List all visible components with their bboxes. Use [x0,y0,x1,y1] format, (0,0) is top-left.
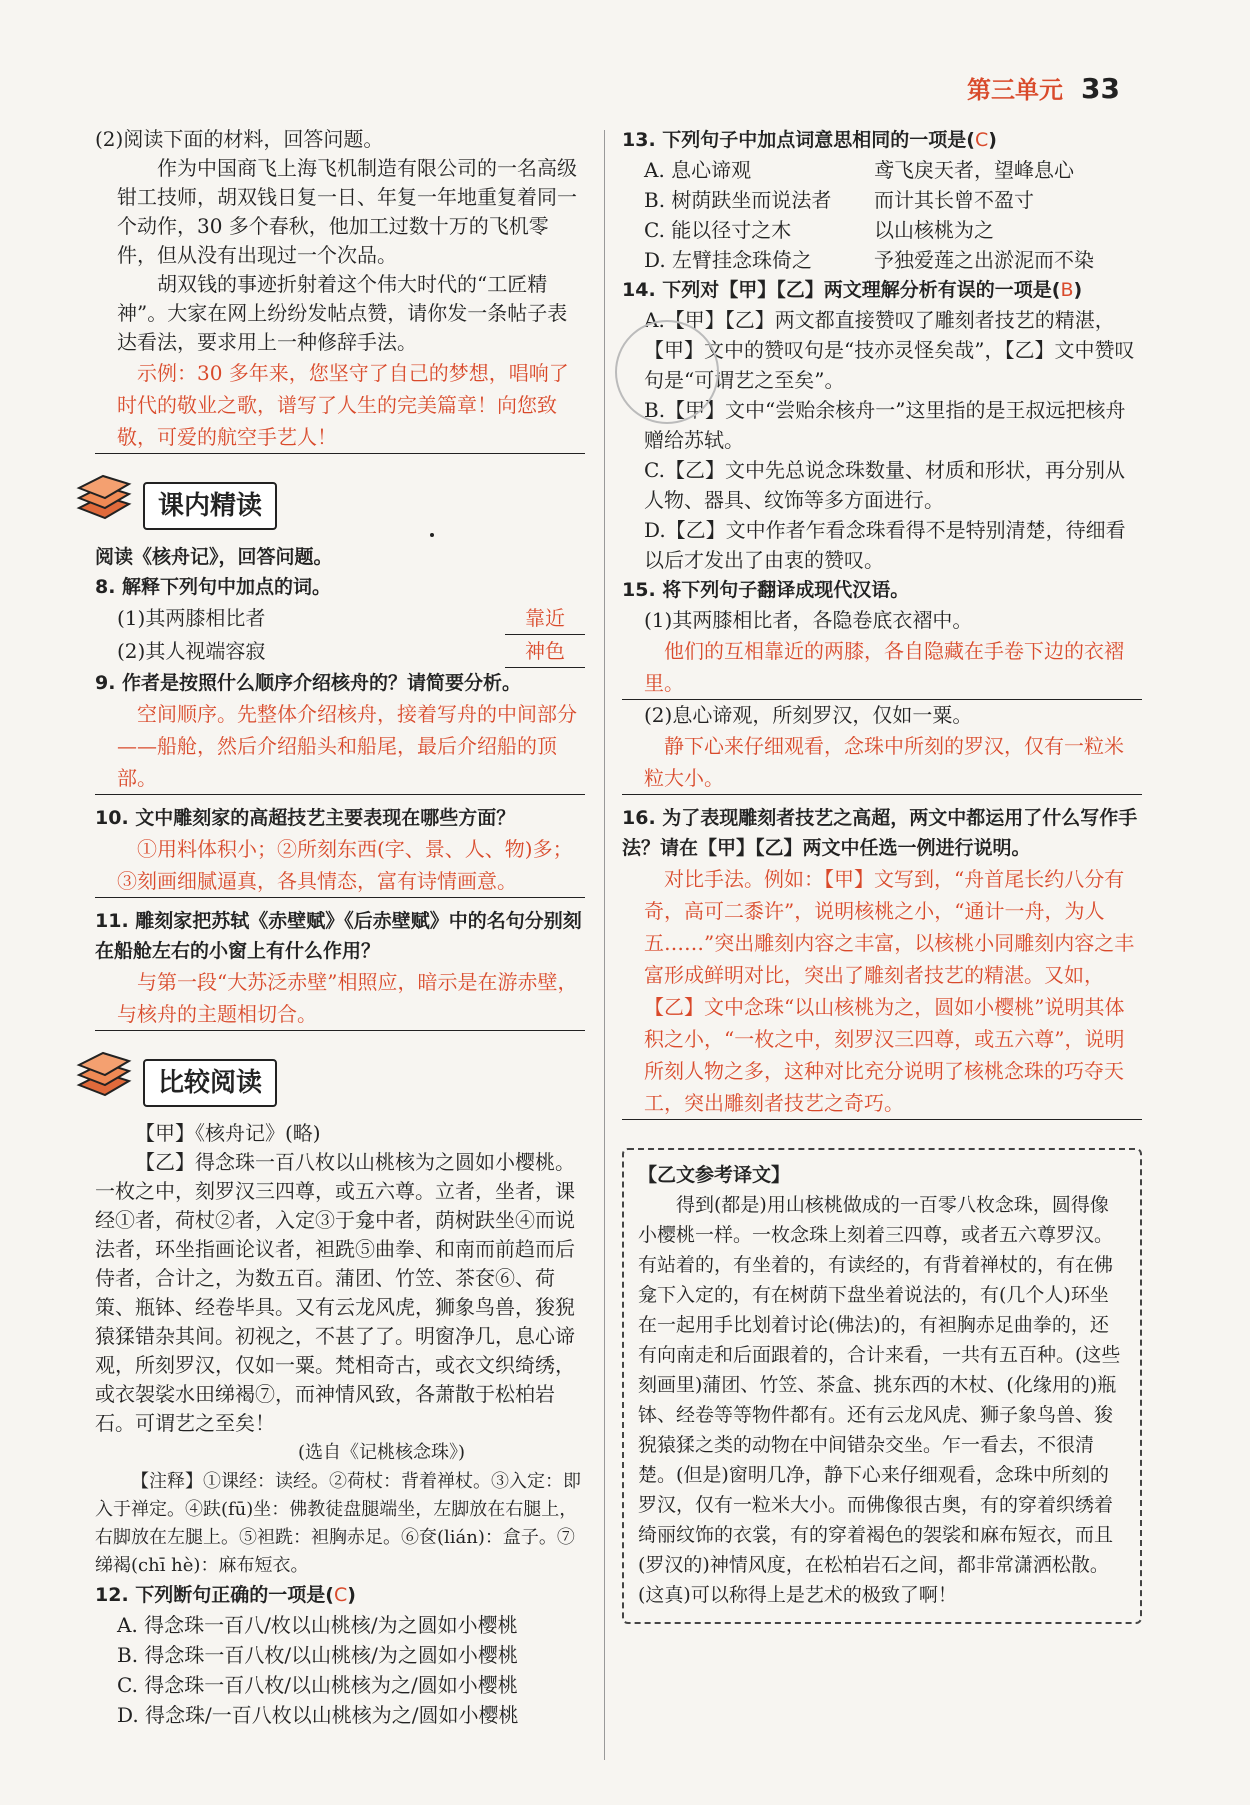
translation-box [622,1148,1142,1624]
q12-option-a: A. 得念珠一百八/枚以山桃核/为之圆如小樱桃 [117,1613,518,1637]
q8-item-1 [95,602,585,635]
unit-title: 第三单元 [967,76,1064,104]
left-column [95,125,585,1730]
section-title: 比较阅读 [143,1059,277,1107]
question-14-text: 14. 下列对【甲】【乙】两文理解分析有误的一项是( [622,279,1061,301]
q14-option-c: C.【乙】文中先总说念珠数量、材质和形状，再分别从人物、器具、纹饰等多方面进行。 [644,458,1125,512]
translation-title: 【乙文参考译文】 [638,1164,791,1186]
question-15: 15. 将下列句子翻译成现代汉语。 [622,579,910,601]
q8-item-2-text: (2)其人视端容寂 [117,639,266,663]
question-12-text: 12. 下列断句正确的一项是( [95,1584,334,1606]
intro-label: (2)阅读下面的材料，回答问题。 [95,127,384,151]
q13-option-d-left: D. 左臂挂念珠倚之 [644,248,813,272]
q14-option-d: D.【乙】文中作者乍看念珠看得不是特别清楚，待细看以后才发出了由衷的赞叹。 [644,518,1126,572]
answer-q10: ①用料体积小；②所刻东西(字、景、人、物)多；③刻画细腻逼真，各具情态，富有诗情画意。 [95,833,585,898]
question-16: 16. 为了表现雕刻者技艺之高超，两文中都运用了什么写作手法？请在【甲】【乙】两文中任选一例进行说明。 [622,807,1138,859]
section-header-compare [95,1045,585,1113]
q13-option-c [622,215,1142,245]
question-14-end: ) [1073,279,1083,301]
question-13-text: 13. 下列句子中加点词意思相同的一项是( [622,129,975,151]
answer-q9: 空间顺序。先整体介绍核舟，接着写舟的中间部分——船舱，然后介绍船头和船尾，最后介绍船的顶部。 [95,698,585,795]
q14-option-b: B.【甲】文中“尝贻余核舟一”这里指的是王叔远把核舟赠给苏轼。 [644,398,1126,452]
q8-item-2 [95,635,585,668]
q13-option-d [622,245,1142,275]
question-13 [622,125,1142,155]
q15-item-1: (1)其两膝相比者，各隐卷底衣褶中。 [644,608,973,632]
answer-q16: 对比手法。例如：【甲】文写到，“舟首尾长约八分有奇，高可二黍许”，说明核桃之小，“通计一舟，为人五……”突出雕刻内容之丰富，以核桃小同雕刻内容之丰富形成鲜明对比，突出了雕刻者技艺的精湛。又如，【乙】文中念珠“以山核桃为之，圆如小樱桃”说明其体积之小，“一枚之中，刻罗汉三四尊，或五六尊”，说明所刻人物之多，这种对比充分说明了核桃念珠的巧夺天工，突出雕刻者技艺之奇巧。 [622,863,1142,1120]
q8-item-1-answer: 靠近 [505,602,585,635]
question-14 [622,275,1142,305]
passage-source: (选自《记桃核念珠》) [297,1442,465,1463]
q13-option-c-right: 以山核桃为之 [874,218,994,242]
q12-option-d: D. 得念珠/一百八枚以山桃核为之/圆如小樱桃 [117,1703,519,1727]
q13-option-b [622,185,1142,215]
q15-item-2: (2)息心谛观，所刻罗汉，仅如一粟。 [644,703,973,727]
column-divider [604,130,605,1760]
translation-body: 得到(都是)用山核桃做成的一百零八枚念珠，圆得像小樱桃一样。一枚念珠上刻着三四尊，或者五六尊罗汉。有站着的，有坐着的，有读经的，有背着禅杖的，有在佛龛下入定的，有在树荫下盘坐着说法的，有(几个人)环坐在一起用手比划着讨论(佛法)的，有袒胸赤足曲拳的，还有向南走和后面跟着的，合计来看，一共有五百种。(这些刻画里)蒲团、竹笠、茶盒、挑东西的木杖、(化缘用的)瓶钵、经卷等等物件都有。还有云龙风虎、狮子象鸟兽、狻猊猿猱之类的动物在中间错杂交坐。乍一看去，不很清楚。(但是)窗明几净，静下心来仔细观看，念珠中所刻的罗汉，仅有一粒米大小。而佛像很古奥，有的穿着织绣着绮丽纹饰的衣裳，有的穿着褐色的袈裟和麻布短衣，而且(罗汉的)神情风度，在松柏岩石之间，都非常潇洒松散。(这真)可以称得上是艺术的极致了啊！ [638,1194,1121,1606]
page-header [967,70,1120,105]
passage-yi: 【乙】得念珠一百八枚以山桃核为之圆如小樱桃。一枚之中，刻罗汉三四尊，或五六尊。立者，坐者，课经①者，荷杖②者，入定③于龛中者，荫树趺坐④而说法者，环坐指画论议者，袒跣⑤曲拳、和南而前趋而后侍者，合计之，为数五百。蒲团、竹笠、茶奁⑥、荷策、瓶钵、经卷毕具。又有云龙风虎，狮象鸟兽，狻猊猿猱错杂其间。初视之，不甚了了。明窗净几，息心谛观，所刻罗汉，仅如一粟。梵相奇古，或衣文织绮绣，或衣袈裟水田绨褐⑦，而神情风致，各萧散于松柏岩石。可谓艺之至矣！ [95,1150,575,1435]
q13-option-a-right: 鸢飞戾天者，望峰息心 [874,158,1074,182]
annotations: 【注释】①课经：读经。②荷杖：背着禅杖。③入定：即入于禅定。④趺(fū)坐：佛教徒盘腿端坐，左脚放在右腿上，右脚放在左腿上。⑤袒跣：袒胸赤足。⑥奁(lián)：盒子。⑦绨褐(chī hè)：麻布短衣。 [95,1471,581,1576]
q13-option-a [622,155,1142,185]
material-paragraph-1: 作为中国商飞上海飞机制造有限公司的一名高级钳工技师，胡双钱日复一日、年复一年地重复着同一个动作，30 多个春秋，他加工过数十万的飞机零件，但从没有出现过一个次品。 [117,156,577,267]
books-icon [75,1051,133,1103]
q13-option-c-left: C. 能以径寸之木 [644,218,792,242]
question-8: 8. 解释下列句中加点的词。 [95,576,332,598]
q12-option-c: C. 得念珠一百八枚/以山桃核为之/圆如小樱桃 [117,1673,518,1697]
answer-q11: 与第一段“大苏泛赤壁”相照应，暗示是在游赤壁，与核舟的主题相切合。 [95,966,585,1031]
answer-q7-2: 示例：30 多年来，您坚守了自己的梦想，唱响了时代的敬业之歌，谱写了人生的完美篇章！向您致敬，可爱的航空手艺人！ [95,357,585,454]
section-title: 课内精读 [143,482,277,530]
q12-option-b: B. 得念珠一百八枚/以山桃核/为之圆如小樱桃 [117,1643,518,1667]
answer-q15-1: 他们的互相靠近的两膝，各自隐藏在手卷下边的衣褶里。 [622,635,1142,700]
books-icon [75,474,133,526]
passage-jia: 【甲】《核舟记》(略) [135,1121,321,1145]
question-14-answer: B [1060,279,1074,301]
watermark-stamp [615,320,719,424]
section-header-intensive [95,468,585,536]
question-12-end: ) [347,1584,356,1606]
question-13-end: ) [988,129,997,151]
q14-option-a: A.【甲】【乙】两文都直接赞叹了雕刻者技艺的精湛，【甲】文中的赞叹句是“技亦灵怪矣哉”，【乙】文中赞叹句是“可谓艺之至矣”。 [644,308,1135,392]
question-10: 10. 文中雕刻家的高超技艺主要表现在哪些方面？ [95,807,516,829]
page-number: 33 [1081,72,1120,105]
material-paragraph-2: 胡双钱的事迹折射着这个伟大时代的“工匠精神”。大家在网上纷纷发帖点赞，请你发一条帖子表达看法，要求用上一种修辞手法。 [117,272,568,354]
question-9: 9. 作者是按照什么顺序介绍核舟的？请简要分析。 [95,672,522,694]
q8-item-1-text: (1)其两膝相比者 [117,606,266,630]
question-13-answer: C [974,129,989,151]
q8-item-2-answer: 神色 [505,635,585,668]
question-12-answer: C [333,1584,348,1606]
q13-option-b-left: B. 树荫趺坐而说法者 [644,188,832,212]
q13-option-d-right: 予独爱莲之出淤泥而不染 [874,248,1094,272]
q13-option-b-right: 而计其长曾不盈寸 [874,188,1034,212]
question-11: 11. 雕刻家把苏轼《赤壁赋》《后赤壁赋》中的名句分别刻在船舱左右的小窗上有什么作用？ [95,910,582,962]
question-12 [95,1580,585,1610]
q13-option-a-left: A. 息心谛观 [644,158,752,182]
read-instruction: 阅读《核舟记》，回答问题。 [95,546,333,568]
answer-q15-2: 静下心来仔细观看，念珠中所刻的罗汉，仅有一粒米粒大小。 [622,730,1142,795]
